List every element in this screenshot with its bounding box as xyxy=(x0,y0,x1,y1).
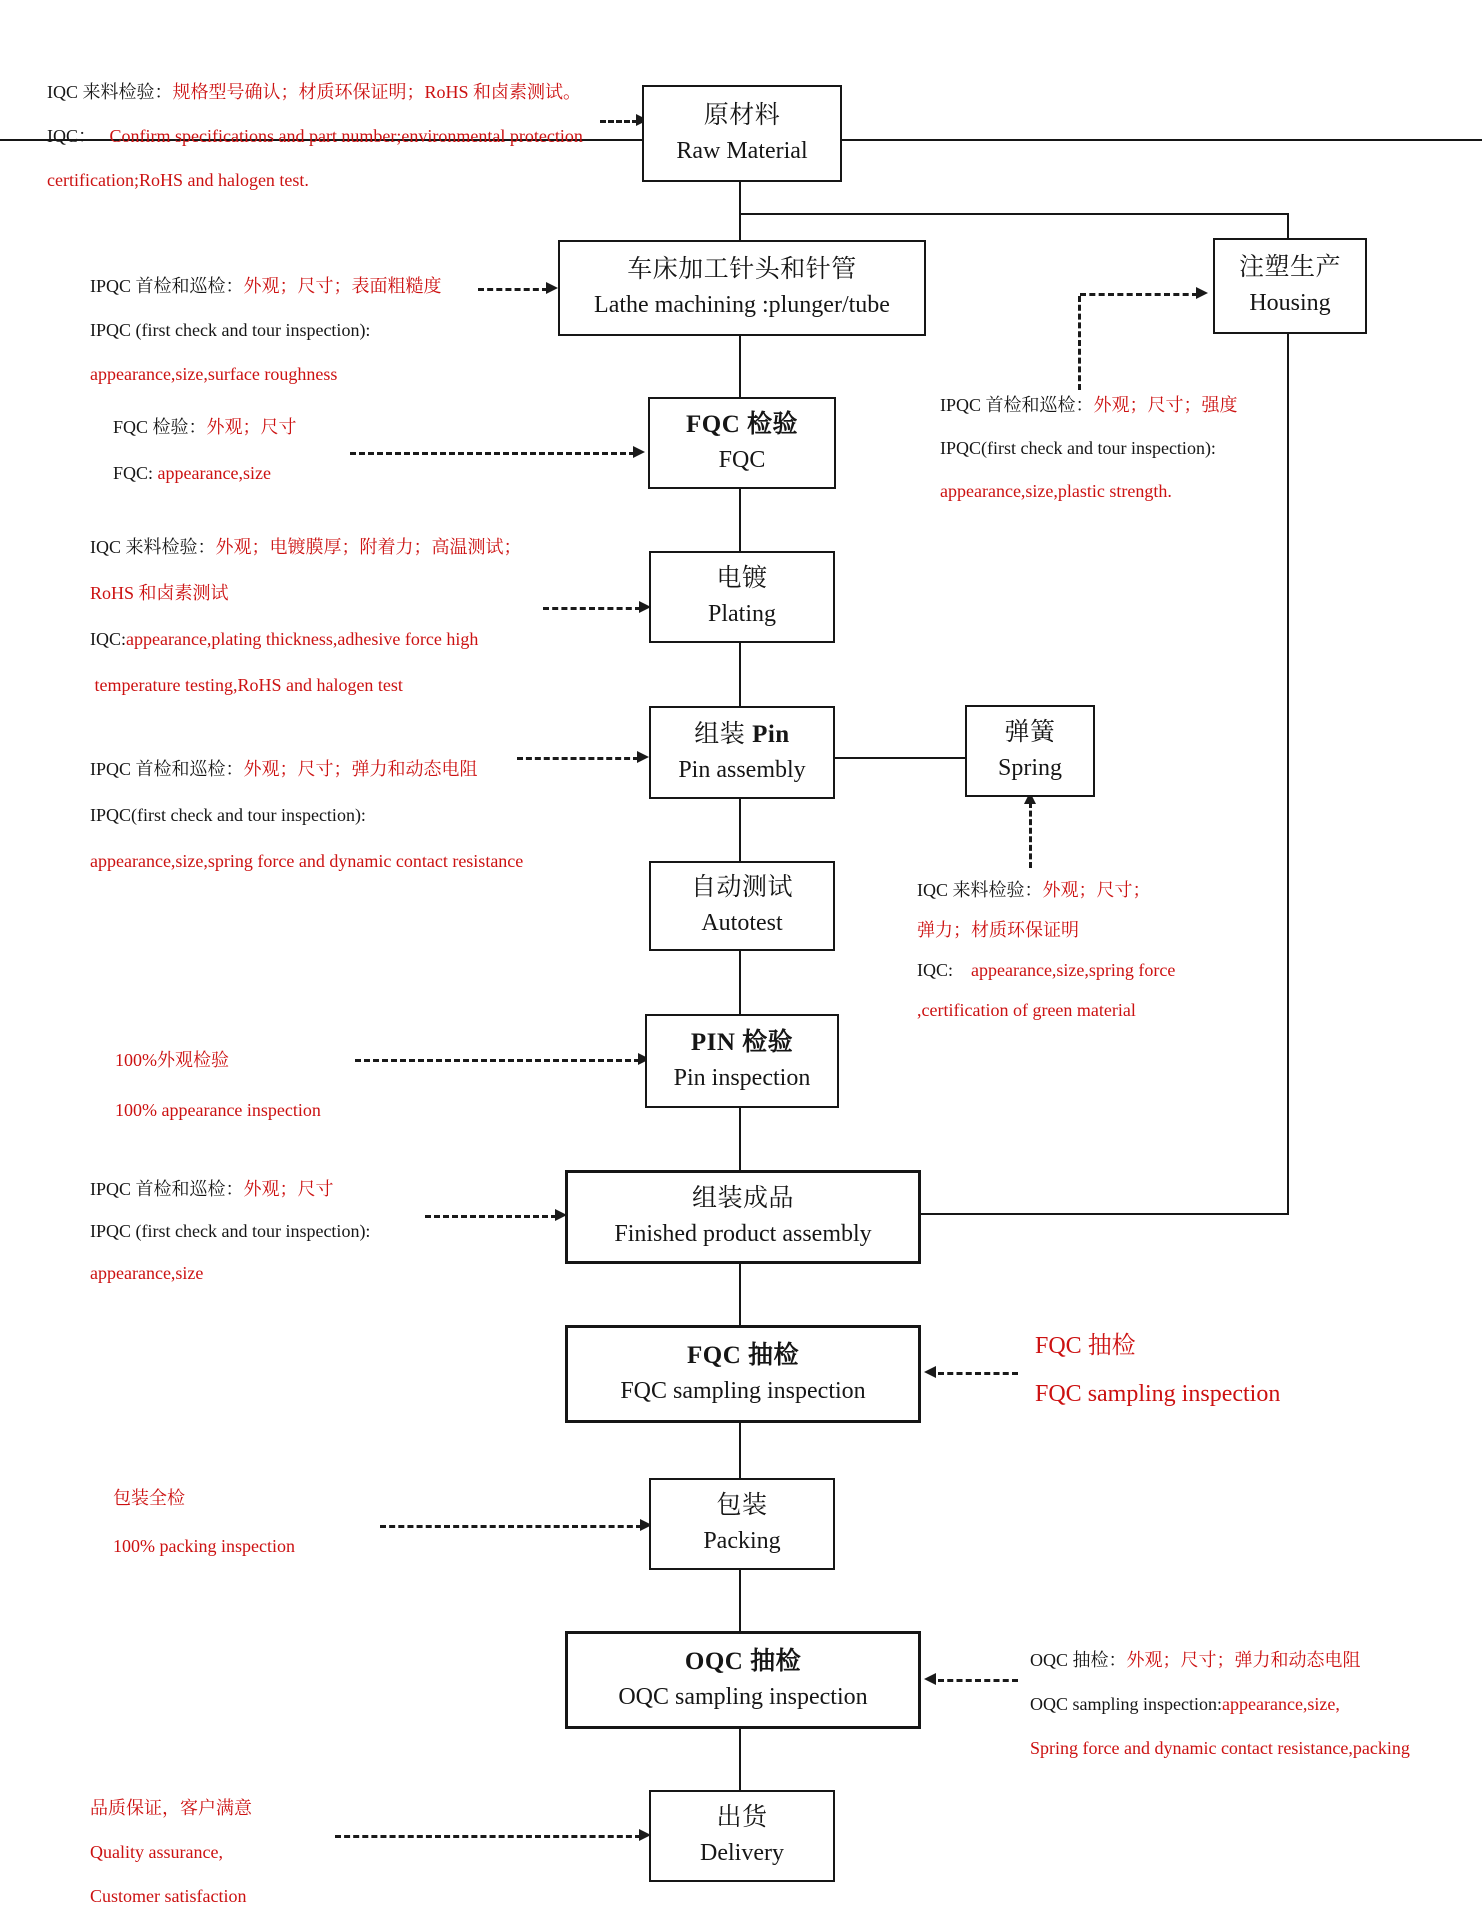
box-subtitle: Autotest xyxy=(701,910,783,937)
top-rule-right xyxy=(838,139,1482,141)
box-title: 出货 xyxy=(716,1804,768,1832)
box-subtitle: FQC xyxy=(718,447,766,474)
annotation-ipqc-finished: IPQC 首检和巡检：外观；尺寸 IPQC (first check and tour inspection): appearance,size xyxy=(90,1179,371,1283)
dashed-arrow-ipqc-housing-vertical xyxy=(1078,296,1081,390)
box-subtitle: Spring xyxy=(997,755,1062,782)
dashed-arrow-pininspection xyxy=(355,1059,640,1062)
connector-finished-fqcsampling xyxy=(739,1258,741,1325)
annotation-packing: 包装全检 100% packing inspection xyxy=(113,1488,295,1556)
flow-box-finished-assembly xyxy=(565,1170,921,1264)
flow-box-pin-inspection xyxy=(645,1014,839,1108)
connector-lathe-fqc xyxy=(739,332,741,397)
dashed-arrow-fqcsampling xyxy=(938,1372,1018,1375)
arrowhead-ipqc-pin xyxy=(637,751,649,763)
annotation-ipqc-pin-assembly: IPQC 首检和巡检：外观；尺寸；弹力和动态电阻 IPQC(first check and tour inspection): appearance,size,spring force and dynamic contact resistance xyxy=(90,759,524,871)
flow-box-lathe-machining xyxy=(558,240,926,336)
box-title: 组装成品 xyxy=(691,1185,794,1213)
dashed-arrow-oqc xyxy=(938,1679,1018,1682)
box-title: PIN 检验 xyxy=(690,1029,794,1057)
flow-box-fqc-sampling xyxy=(565,1325,921,1423)
dashed-arrow-fqc xyxy=(350,452,635,455)
box-subtitle: Pin assembly xyxy=(678,756,806,783)
connector-housing-down xyxy=(1287,330,1289,1215)
flow-box-packing xyxy=(649,1478,835,1570)
annotation-fqc: FQC 检验：外观；尺寸 FQC: appearance,size xyxy=(113,417,297,483)
flow-box-fqc xyxy=(648,397,836,489)
connector-branch-horizontal xyxy=(739,213,1289,215)
arrowhead-oqc xyxy=(924,1673,936,1685)
connector-plating-pin xyxy=(739,639,741,706)
dashed-arrow-ipqc-finished xyxy=(425,1215,557,1218)
dashed-arrow-ipqc-housing-horizontal xyxy=(1080,293,1198,296)
annotation-oqc-sampling: OQC 抽检：外观；尺寸；弹力和动态电阻 OQC sampling inspection:appearance,size, Spring force and dynamic contact resistance,packing xyxy=(1030,1650,1410,1758)
arrowhead-ipqc-lathe xyxy=(546,282,558,294)
dashed-arrow-delivery xyxy=(335,1835,641,1838)
connector-fqcsampling-packing xyxy=(739,1417,741,1478)
box-title: 弹簧 xyxy=(1004,719,1056,747)
connector-autotest-pininspection xyxy=(739,947,741,1014)
box-title: FQC 抽检 xyxy=(686,1342,800,1370)
connector-oqc-delivery xyxy=(739,1723,741,1790)
dashed-arrow-iqc-plating xyxy=(543,607,641,610)
box-title: OQC 抽检 xyxy=(684,1648,802,1676)
connector-fqc-plating xyxy=(739,485,741,551)
flow-box-oqc-sampling xyxy=(565,1631,921,1729)
flow-box-delivery xyxy=(649,1790,835,1882)
annotation-fqc-sampling: FQC 抽检 FQC sampling inspection xyxy=(1035,1333,1281,1407)
flow-box-pin-assembly xyxy=(649,706,835,799)
arrowhead-fqcsampling xyxy=(924,1366,936,1378)
dashed-arrow-ipqc-pin xyxy=(517,757,639,760)
connector-branch-housing xyxy=(1287,213,1289,238)
annotation-ipqc-lathe: IPQC 首检和巡检：外观；尺寸；表面粗糙度 IPQC (first check and tour inspection): appearance,size,surface roughness xyxy=(90,276,442,384)
box-subtitle: Delivery xyxy=(700,1840,784,1867)
arrowhead-fqc xyxy=(633,446,645,458)
annotation-ipqc-housing: IPQC 首检和巡检：外观；尺寸；强度 IPQC(first check and tour inspection): appearance,size,plastic strength. xyxy=(940,395,1238,501)
box-subtitle: Pin inspection xyxy=(673,1065,811,1092)
flow-box-housing xyxy=(1213,238,1367,334)
box-title: 包装 xyxy=(716,1492,768,1520)
connector-raw-lathe xyxy=(739,178,741,240)
flow-box-raw-material xyxy=(642,85,842,182)
box-subtitle: Plating xyxy=(707,601,776,628)
flow-box-spring xyxy=(965,705,1095,797)
flow-box-autotest xyxy=(649,861,835,951)
connector-packing-oqc xyxy=(739,1566,741,1631)
connector-pin-autotest xyxy=(739,795,741,861)
box-title: 车床加工针头和针管 xyxy=(627,256,857,284)
box-title: 原材料 xyxy=(703,101,781,129)
arrowhead-ipqc-housing xyxy=(1196,287,1208,299)
box-subtitle: OQC sampling inspection xyxy=(618,1684,868,1711)
connector-pininspection-finished xyxy=(739,1104,741,1170)
box-subtitle: Lathe machining :plunger/tube xyxy=(594,292,890,319)
dashed-arrow-ipqc-lathe xyxy=(478,288,548,291)
connector-housing-finished xyxy=(915,1213,1289,1215)
box-title: 注塑生产 xyxy=(1238,254,1341,282)
dashed-arrow-iqc-raw xyxy=(600,120,638,123)
dashed-arrow-iqc-spring xyxy=(1029,802,1032,868)
connector-pin-spring xyxy=(831,757,965,759)
box-subtitle: Raw Material xyxy=(676,137,808,164)
flow-box-plating xyxy=(649,551,835,643)
annotation-iqc-spring: IQC 来料检验：外观；尺寸； 弹力；材质环保证明 IQC: appearance,size,spring force ,certification of green material xyxy=(917,880,1176,1020)
box-subtitle: Packing xyxy=(703,1528,781,1555)
annotation-pin-inspection: 100%外观检验 100% appearance inspection xyxy=(115,1050,321,1120)
annotation-iqc-plating: IQC 来料检验：外观；电镀膜厚；附着力；高温测试； RoHS 和卤素测试 IQC:appearance,plating thickness,adhesive force high temperature testing,RoHS and halogen test xyxy=(90,537,522,695)
box-title: 电镀 xyxy=(716,565,768,593)
box-subtitle: Housing xyxy=(1249,290,1331,317)
box-subtitle: FQC sampling inspection xyxy=(620,1378,866,1405)
box-subtitle: Finished product assembly xyxy=(614,1221,872,1248)
dashed-arrow-packing xyxy=(380,1525,642,1528)
box-title: 自动测试 xyxy=(690,874,793,902)
box-title: 组装 Pin xyxy=(694,720,790,748)
annotation-iqc-raw-material: IQC 来料检验：规格型号确认；材质环保证明；RoHS 和卤素测试。 IQC： Confirm specifications and part number;environmental protection certification;RoHS and halogen test. xyxy=(47,82,583,190)
annotation-delivery: 品质保证，客户满意 Quality assurance, Customer satisfaction xyxy=(90,1798,252,1906)
box-title: FQC 检验 xyxy=(685,411,799,439)
